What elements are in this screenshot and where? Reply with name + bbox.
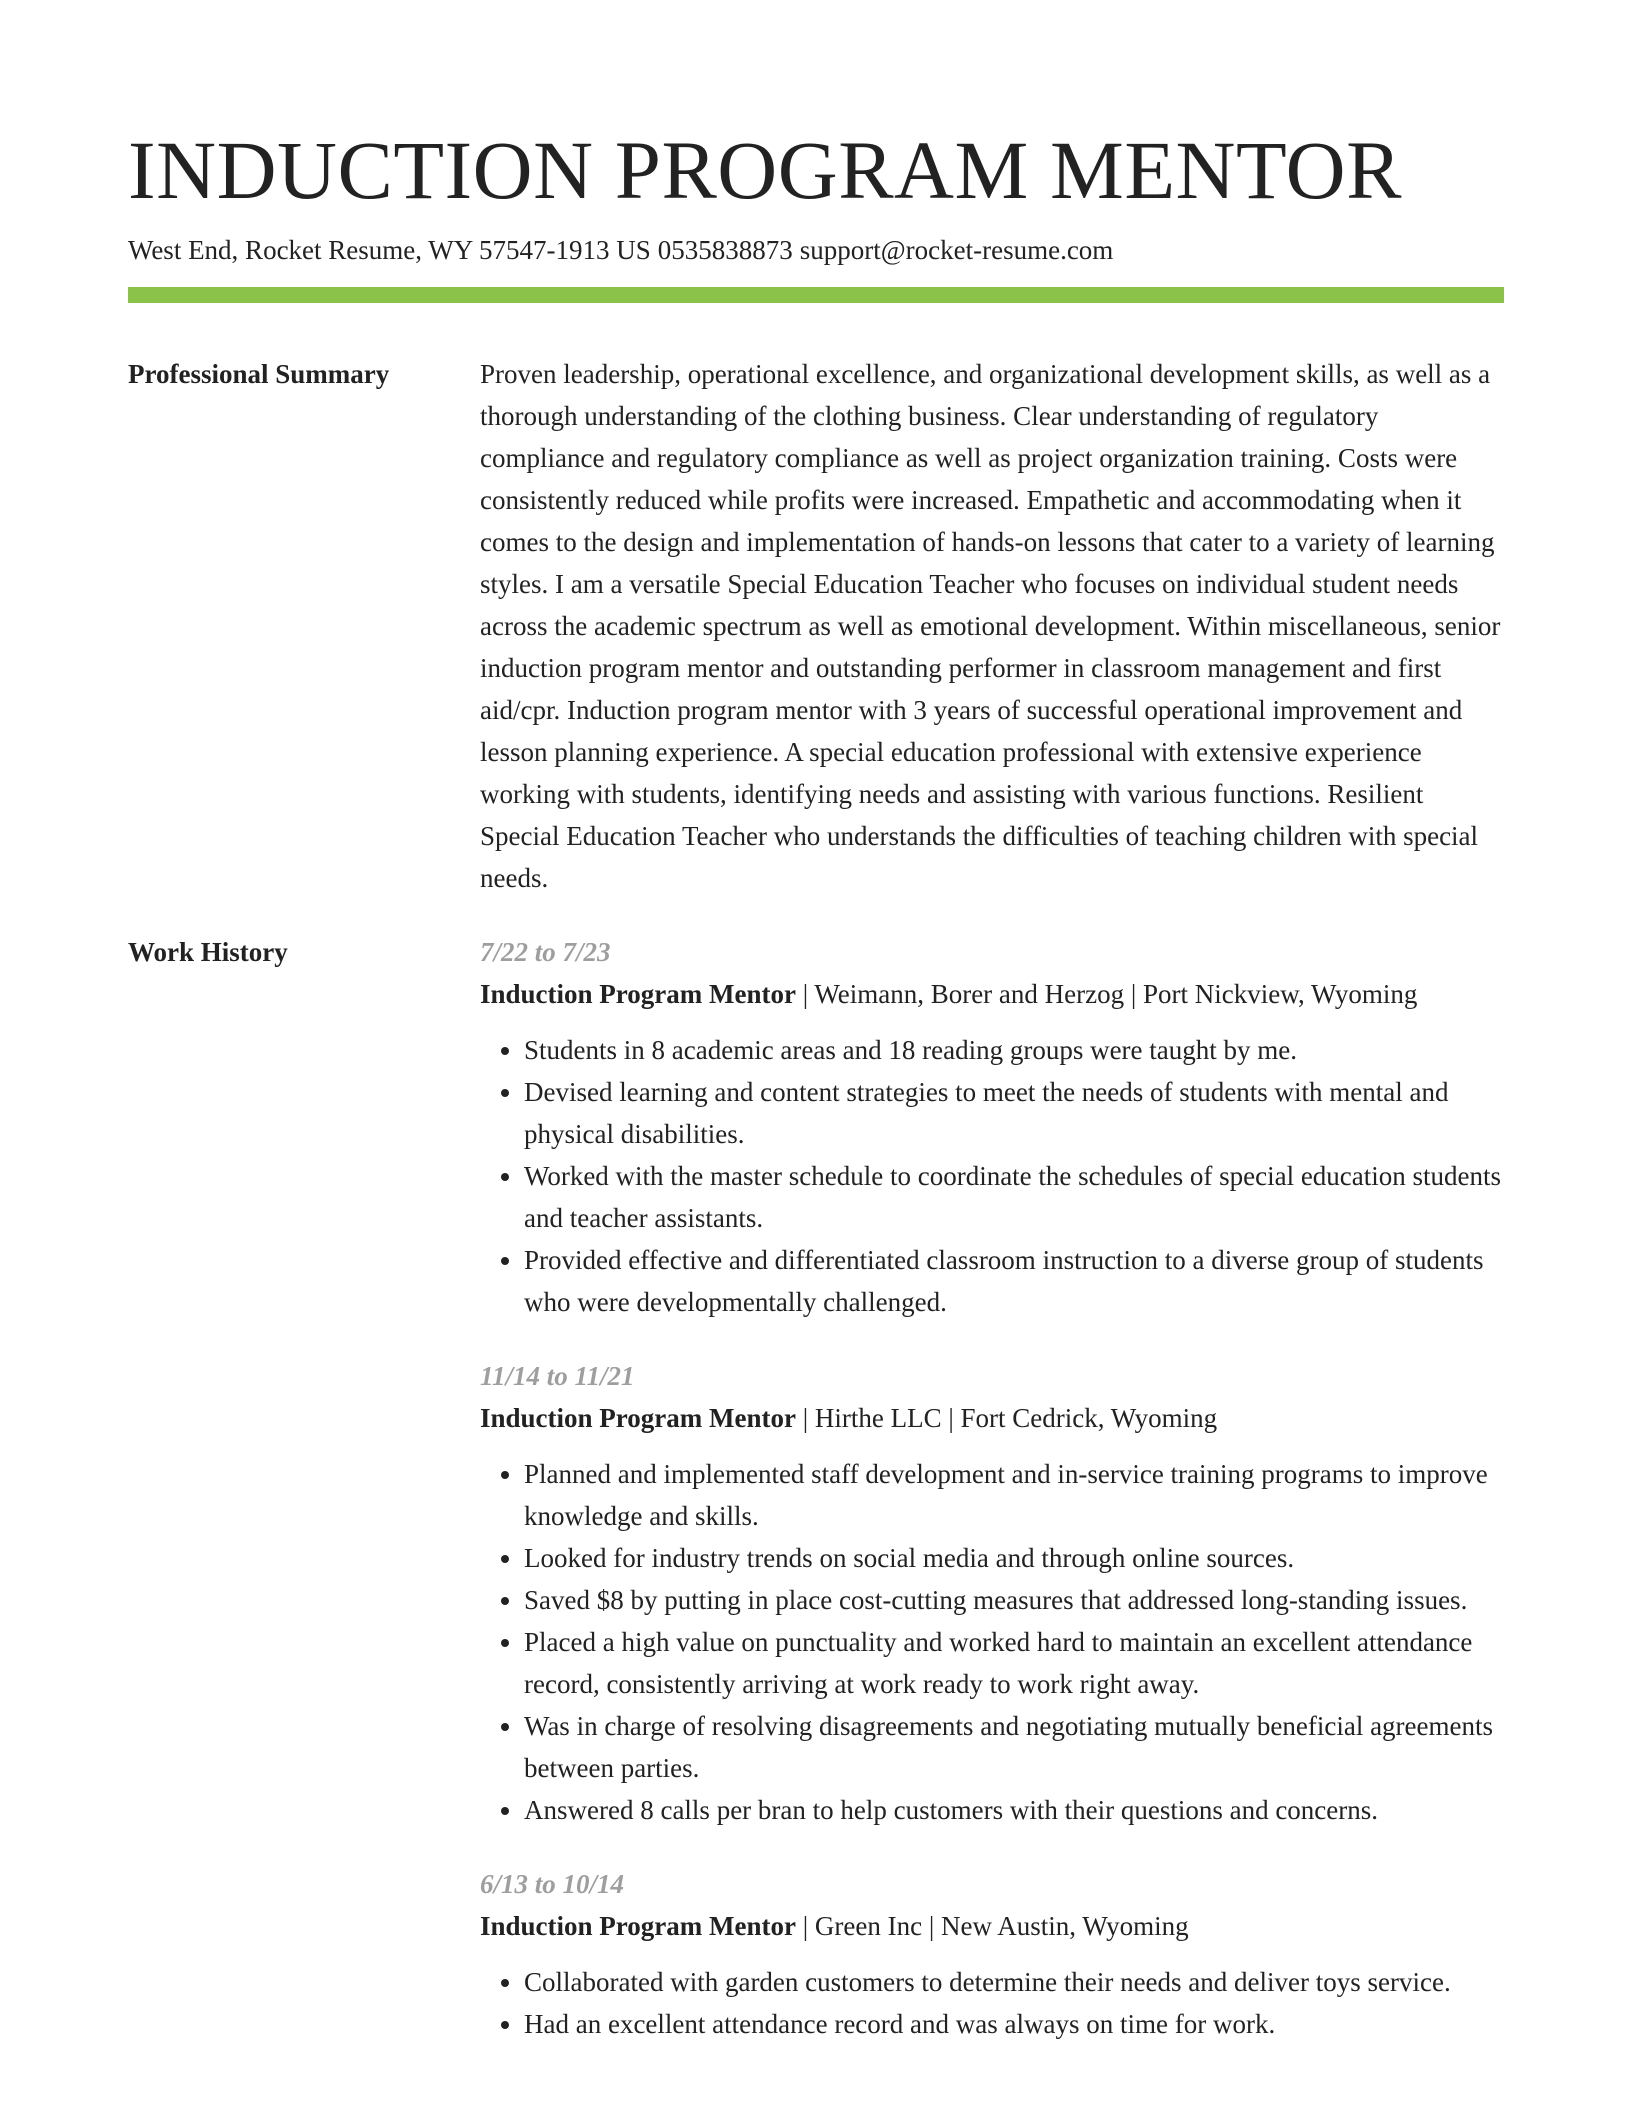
- section-title-work-history: Work History: [128, 937, 288, 967]
- resume-name-heading: INDUCTION PROGRAM MENTOR: [128, 124, 1402, 216]
- resume-page: [128, 0, 1504, 2077]
- work-history-body: [480, 931, 1504, 2077]
- job-bullet: • Had an excellent attendance record and was always on time for work.: [524, 2003, 1504, 2045]
- job-dates: 7/22 to 7/23: [480, 937, 611, 967]
- work-history-section: [128, 931, 1504, 2077]
- job-bullet: • Looked for industry trends on social media and through online sources.: [524, 1537, 1504, 1579]
- job-bullet: • Saved $8 by putting in place cost-cutting measures that addressed long-standing issues.: [524, 1579, 1504, 1621]
- summary-text: Proven leadership, operational excellence, and organizational development skills, as well as a thorough understanding of the clothing business. Clear understanding of regulatory compliance and regulatory compliance as well as project organization training. Costs were consistently reduced while profits were increased. Empathetic and accommodating when it comes to the design and implementation of hands-on lessons that cater to a variety of learning styles. I am a versatile Special Education Teacher who focuses on individual student needs across the academic spectrum as well as emotional development. Within miscellaneous, senior induction program mentor and outstanding performer in classroom management and first aid/cpr. Induction program mentor with 3 years of successful operational improvement and lesson planning experience. A special education professional with extensive experience working with students, identifying needs and assisting with various functions. Resilient Special Education Teacher who understands the difficulties of teaching children with special needs.: [480, 359, 1501, 893]
- job-entry: [480, 1863, 1504, 2045]
- job-bullet: • Planned and implemented staff development and in-service training programs to improve knowledge and skills.: [524, 1453, 1504, 1537]
- job-details: | Weimann, Borer and Herzog | Port Nickview, Wyoming: [795, 979, 1418, 1009]
- job-title: Induction Program Mentor: [480, 979, 796, 1009]
- job-title: Induction Program Mentor: [480, 1911, 796, 1941]
- job-bullet: • Was in charge of resolving disagreements and negotiating mutually beneficial agreements between parties.: [524, 1705, 1504, 1789]
- section-title-summary: Professional Summary: [128, 359, 390, 389]
- job-bullet: • Devised learning and content strategies to meet the needs of students with mental and physical disabilities.: [524, 1071, 1504, 1155]
- contact-line: [128, 233, 1504, 267]
- header-divider: [128, 287, 1504, 303]
- contact-address: West End, Rocket Resume, WY 57547-1913 US: [128, 235, 651, 265]
- contact-phone: 0535838873: [657, 235, 793, 265]
- job-entry: [480, 931, 1504, 1323]
- job-details: | Hirthe LLC | Fort Cedrick, Wyoming: [795, 1403, 1218, 1433]
- contact-email: support@rocket-resume.com: [799, 235, 1114, 265]
- job-dates: 11/14 to 11/21: [480, 1361, 635, 1391]
- job-bullets: [480, 1453, 1504, 1831]
- job-heading: [480, 973, 1504, 1015]
- job-title: Induction Program Mentor: [480, 1403, 796, 1433]
- job-bullet: • Worked with the master schedule to coordinate the schedules of special education students and teacher assistants.: [524, 1155, 1504, 1239]
- job-details: | Green Inc | New Austin, Wyoming: [795, 1911, 1189, 1941]
- job-heading: [480, 1397, 1504, 1439]
- job-heading: [480, 1905, 1504, 1947]
- summary-body: [480, 353, 1504, 899]
- job-bullet: • Collaborated with garden customers to determine their needs and deliver toys service.: [524, 1961, 1504, 2003]
- professional-summary-section: [128, 353, 1504, 899]
- job-bullet: • Provided effective and differentiated classroom instruction to a diverse group of students who were developmentally challenged.: [524, 1239, 1504, 1323]
- job-dates: 6/13 to 10/14: [480, 1869, 625, 1899]
- job-bullet: • Placed a high value on punctuality and worked hard to maintain an excellent attendance record, consistently arriving at work ready to work right away.: [524, 1621, 1504, 1705]
- job-bullets: [480, 1961, 1504, 2045]
- job-bullet: • Answered 8 calls per bran to help customers with their questions and concerns.: [524, 1789, 1504, 1831]
- job-entry: [480, 1355, 1504, 1831]
- job-bullets: [480, 1029, 1504, 1323]
- job-bullet: • Students in 8 academic areas and 18 reading groups were taught by me.: [524, 1029, 1504, 1071]
